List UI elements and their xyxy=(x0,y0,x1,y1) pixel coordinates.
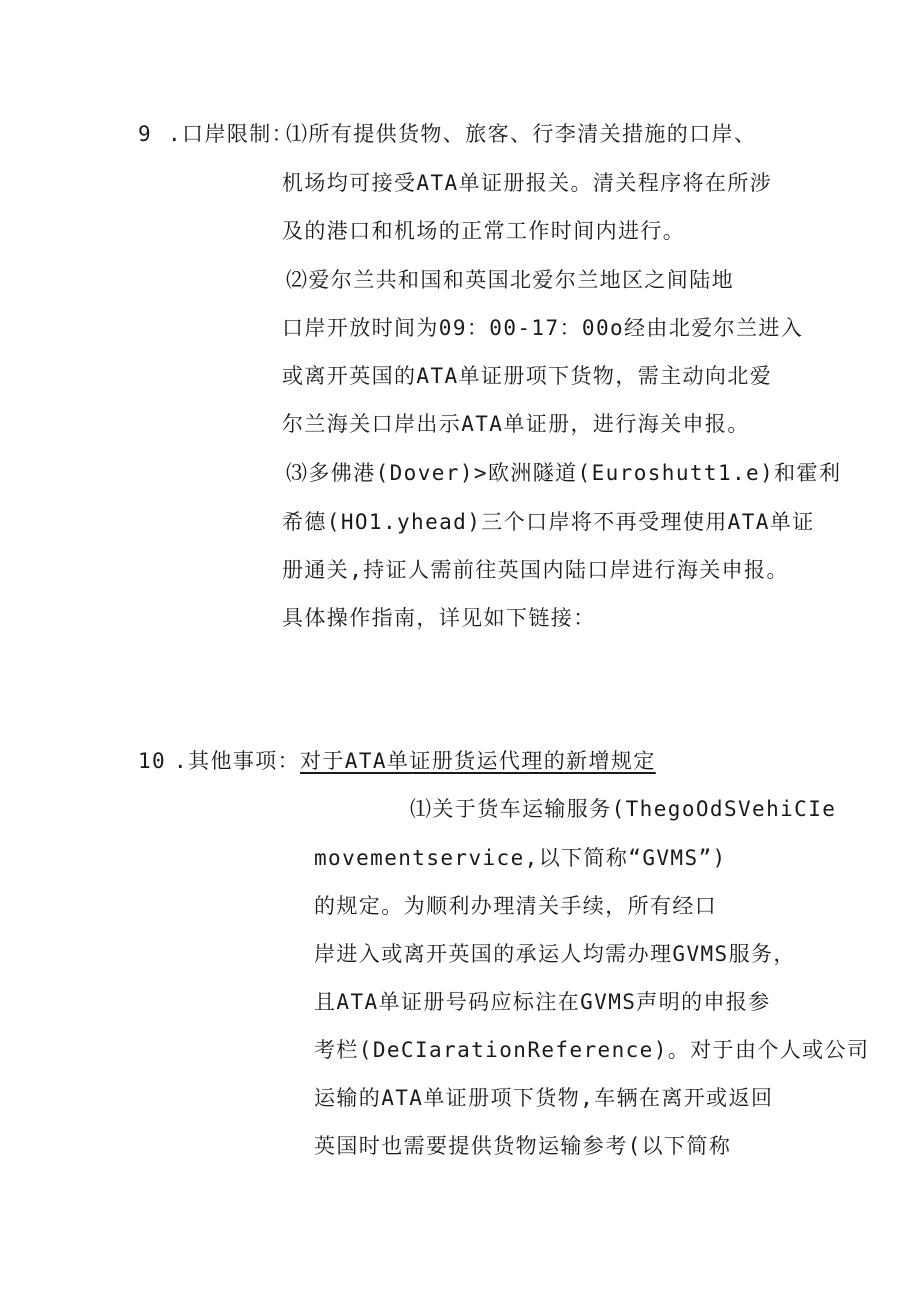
section-10-line: 且ATA单证册号码应标注在GVMS声明的申报参 xyxy=(314,990,771,1014)
section-10-heading: .其他事项： xyxy=(174,749,301,773)
section-9-line: 册通关,持证人需前往英国内陆口岸进行海关申报。 xyxy=(282,558,789,582)
section-9-line: ⑶多佛港(Dover)>欧洲隧道(Euroshutt1.e)和霍利 xyxy=(286,461,842,485)
section-10-line: ⑴关于货车运输服务(ThegoOdSVehiCIe xyxy=(410,797,837,821)
section-9-line: 或离开英国的ATA单证册项下货物，需主动向北爱 xyxy=(282,364,773,388)
section-9-line: ⑴所有提供货物、旅客、行李清关措施的口岸、 xyxy=(286,122,757,146)
section-10-number: 10 xyxy=(138,749,167,773)
section-10-line: 考栏(DeCIarationReference)。对于由个人或公司 xyxy=(314,1038,870,1062)
section-9-line: 希德(HO1.yhead)三个口岸将不再受理使用ATA单证 xyxy=(282,510,815,534)
section-10-line: 的规定。为顺利办理清关手续，所有经口 xyxy=(314,894,718,918)
section-10-line: movementservice,以下简称“GVMS”) xyxy=(314,846,727,870)
section-10-line: 岸进入或离开英国的承运人均需办理GVMS服务， xyxy=(314,942,796,966)
section-9-line: 尔兰海关口岸出示ATA单证册，进行海关申报。 xyxy=(282,412,750,436)
section-9-number: 9 xyxy=(138,122,153,146)
section-9-line: 机场均可接受ATA单证册报关。清关程序将在所涉 xyxy=(282,171,773,195)
section-10-line: 英国时也需要提供货物运输参考(以下简称 xyxy=(314,1134,732,1158)
section-10-line: 运输的ATA单证册项下货物,车辆在离开或返回 xyxy=(314,1086,774,1110)
section-9-heading: .口岸限制： xyxy=(168,122,295,146)
section-9-line: 及的港口和机场的正常工作时间内进行。 xyxy=(282,219,686,243)
section-9-line: 口岸开放时间为09：00-17：00o经由北爱尔兰进入 xyxy=(282,316,804,340)
section-9-line: ⑵爱尔兰共和国和英国北爱尔兰地区之间陆地 xyxy=(286,268,734,292)
section-10-title-link[interactable]: 对于ATA单证册货运代理的新增规定 xyxy=(300,749,656,773)
section-9-line: 具体操作指南，详见如下链接： xyxy=(282,606,596,630)
